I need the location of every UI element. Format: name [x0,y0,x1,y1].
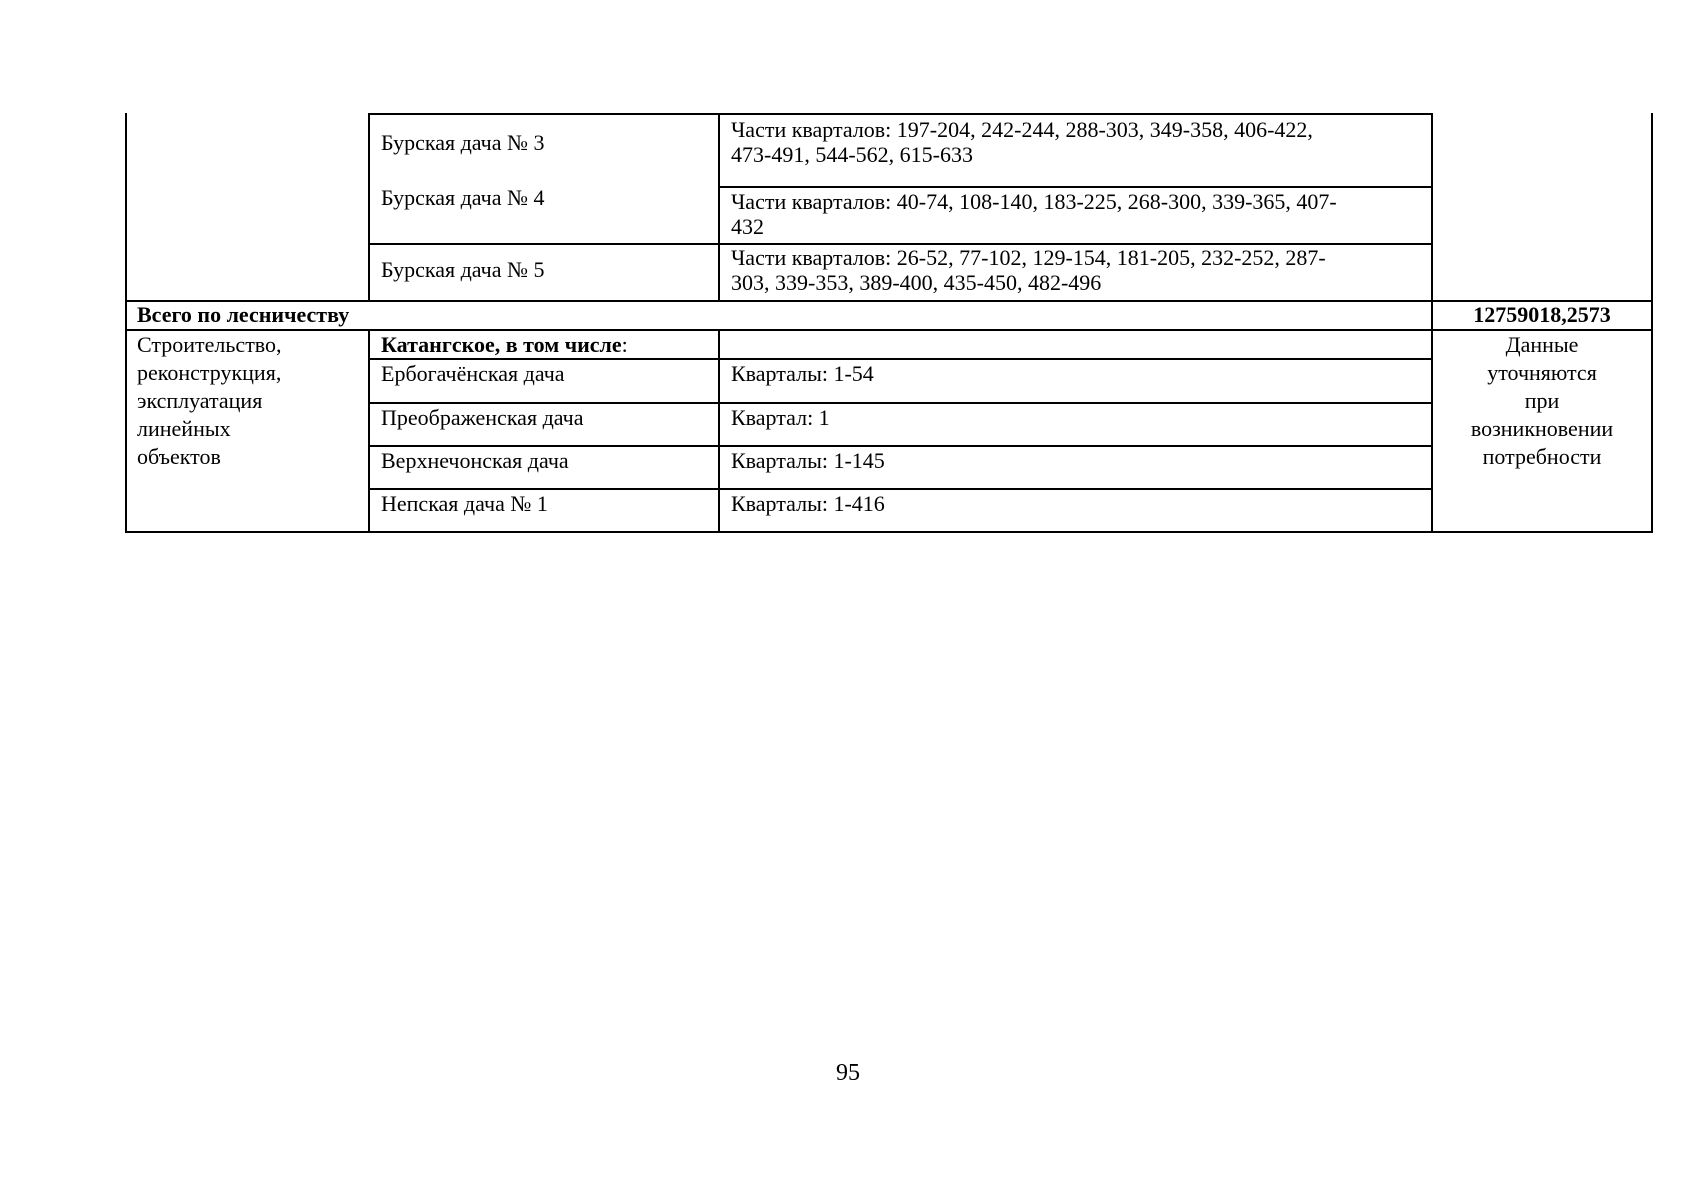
dacha-name: Преображенская дача [381,405,584,430]
page-number: 95 [836,1060,860,1086]
row-line-top [368,113,1433,115]
dacha-quarters: Кварталы: 1-145 [731,448,885,473]
activity-text: объектов [137,444,221,469]
dacha-quarters: Части кварталов: 40-74, 108-140, 183-225, 268-300, 339-365, 407- [731,189,1337,214]
total-label: Всего по лесничеству [137,302,350,327]
forestry-label-bold: Катангское, в том числе [381,332,622,357]
activity-text: Строительство, [137,332,282,357]
row-line-bottom [125,531,1653,533]
table-border-right [1651,113,1653,533]
forestry-table [125,113,1653,533]
dacha-name: Ербогачёнская дача [381,361,565,386]
dacha-quarters: 303, 339-353, 389-400, 435-450, 482-496 [731,270,1102,295]
dacha-quarters: Части кварталов: 197-204, 242-244, 288-303, 349-358, 406-422, [731,117,1313,142]
table-divider-col2-lower [718,330,720,533]
total-value: 12759018,2573 [1473,302,1611,327]
dacha-quarters: 432 [731,214,764,239]
dacha-quarters: Квартал: 1 [731,405,830,430]
note-text: Данные [1505,332,1579,357]
dacha-quarters: 473-491, 544-562, 615-633 [731,142,973,167]
dacha-quarters: Части кварталов: 26-52, 77-102, 129-154, 181-205, 232-252, 287- [731,245,1326,270]
table-divider-col1-lower [368,330,370,533]
dacha-name: Бурская дача № 4 [381,185,545,210]
dacha-quarters: Кварталы: 1-416 [731,491,885,516]
dacha-name: Верхнечонская дача [381,448,569,473]
table-divider-col2 [718,113,720,301]
forestry-label-colon: : [621,332,628,357]
dacha-quarters: Кварталы: 1-54 [731,361,874,386]
activity-text: реконструкция, [137,360,282,385]
dacha-name: Бурская дача № 5 [381,257,545,282]
row-line-total-bottom [125,329,1653,331]
note-text: при [1524,388,1560,413]
dacha-name: Непская дача № 1 [381,491,548,516]
note-text: возникновении [1470,416,1614,441]
forestry-label [381,331,628,359]
table-divider-col1 [368,113,370,301]
activity-text: линейных [137,416,231,441]
note-text: уточняются [1487,360,1597,385]
row-line-total-top [125,300,1653,302]
table-border-left [125,113,127,533]
activity-text: эксплуатация [137,388,263,413]
dacha-name: Бурская дача № 3 [381,130,545,155]
note-text: потребности [1482,444,1602,469]
